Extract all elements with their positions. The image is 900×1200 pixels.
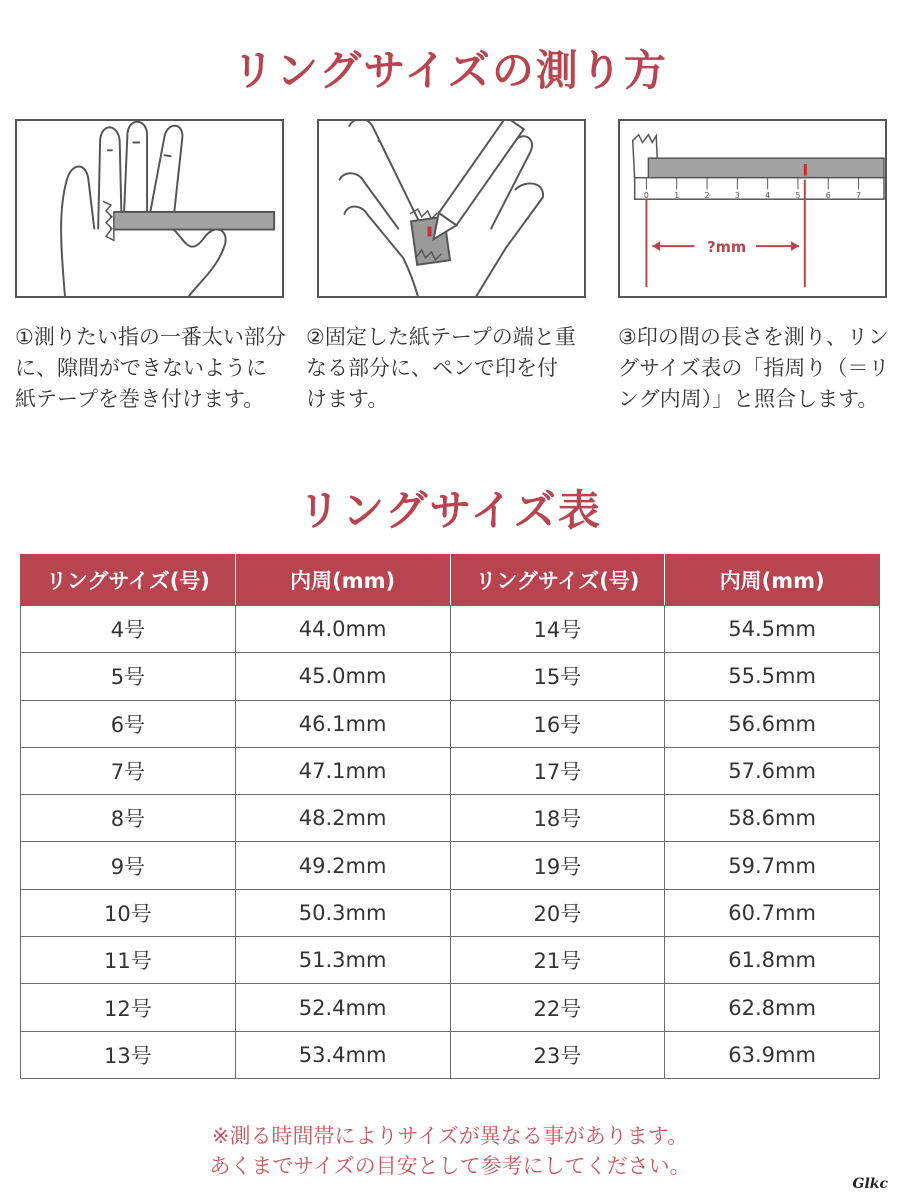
size-cell: 13号 bbox=[21, 1031, 236, 1078]
circumference-cell: 49.2mm bbox=[235, 842, 450, 889]
watermark-logo: Glkc bbox=[852, 1176, 888, 1192]
circumference-cell: 48.2mm bbox=[235, 795, 450, 842]
ruler-number: 7 bbox=[856, 191, 862, 201]
step-1-text: ①測りたい指の一番太い部分に、隙間ができないように紙テープを巻き付けます。 bbox=[15, 325, 286, 411]
size-cell: 18号 bbox=[450, 795, 665, 842]
size-cell: 7号 bbox=[21, 747, 236, 794]
note-line-2: あくまでサイズの目安として参考にしてください。 bbox=[209, 1154, 691, 1178]
size-cell: 14号 bbox=[450, 606, 665, 653]
size-cell: 16号 bbox=[450, 700, 665, 747]
circumference-cell: 51.3mm bbox=[235, 937, 450, 984]
circumference-cell: 44.0mm bbox=[235, 606, 450, 653]
table-row bbox=[21, 889, 880, 936]
illustration-pen-mark bbox=[317, 119, 586, 298]
ruler-number: 6 bbox=[825, 191, 831, 201]
size-cell: 23号 bbox=[450, 1031, 665, 1078]
illustration-ruler-measure bbox=[618, 119, 887, 298]
size-cell: 22号 bbox=[450, 984, 665, 1031]
size-cell: 8号 bbox=[21, 795, 236, 842]
circumference-cell: 57.6mm bbox=[665, 747, 880, 794]
circumference-cell: 54.5mm bbox=[665, 606, 880, 653]
table-row bbox=[21, 984, 880, 1031]
header-size-right: リングサイズ(号) bbox=[450, 555, 665, 606]
table-row bbox=[21, 747, 880, 794]
header-circumference-left: 内周(mm) bbox=[235, 555, 450, 606]
circumference-cell: 46.1mm bbox=[235, 700, 450, 747]
ruler-number: 2 bbox=[704, 191, 710, 201]
note-line-1: ※測る時間帯によりサイズが異なる事があります。 bbox=[211, 1124, 689, 1148]
table-row bbox=[21, 1031, 880, 1078]
size-cell: 11号 bbox=[21, 937, 236, 984]
size-cell: 21号 bbox=[450, 937, 665, 984]
table-row bbox=[21, 937, 880, 984]
size-cell: 10号 bbox=[21, 889, 236, 936]
circumference-cell: 45.0mm bbox=[235, 653, 450, 700]
circumference-cell: 58.6mm bbox=[665, 795, 880, 842]
size-cell: 9号 bbox=[21, 842, 236, 889]
circumference-cell: 61.8mm bbox=[665, 937, 880, 984]
table-title: リングサイズ表 bbox=[298, 486, 602, 535]
pen-marking-image bbox=[319, 121, 584, 296]
circumference-cell: 63.9mm bbox=[665, 1031, 880, 1078]
circumference-cell: 56.6mm bbox=[665, 700, 880, 747]
circumference-cell: 55.5mm bbox=[665, 653, 880, 700]
circumference-cell: 52.4mm bbox=[235, 984, 450, 1031]
header-circumference-right: 内周(mm) bbox=[665, 555, 880, 606]
table-row bbox=[21, 700, 880, 747]
ring-size-table bbox=[20, 554, 880, 1079]
size-cell: 20号 bbox=[450, 889, 665, 936]
circumference-cell: 62.8mm bbox=[665, 984, 880, 1031]
table-header-row bbox=[21, 555, 880, 606]
hand-wrap-tape-image bbox=[17, 121, 282, 296]
size-cell: 5号 bbox=[21, 653, 236, 700]
header-size-left: リングサイズ(号) bbox=[21, 555, 236, 606]
size-cell: 4号 bbox=[21, 606, 236, 653]
circumference-cell: 59.7mm bbox=[665, 842, 880, 889]
table-row bbox=[21, 795, 880, 842]
page-title: リングサイズの測り方 bbox=[232, 46, 668, 95]
ruler-number: 0 bbox=[643, 191, 649, 201]
table-row bbox=[21, 842, 880, 889]
table-row bbox=[21, 653, 880, 700]
circumference-cell: 47.1mm bbox=[235, 747, 450, 794]
ruler-measure-image bbox=[620, 121, 885, 296]
ruler-number: 4 bbox=[765, 191, 771, 201]
size-cell: 15号 bbox=[450, 653, 665, 700]
ruler-number: 1 bbox=[674, 191, 680, 201]
step-3-text: ③印の間の長さを測り、リングサイズ表の「指周り（＝リング内周）」と照合します。 bbox=[618, 325, 890, 411]
size-cell: 6号 bbox=[21, 700, 236, 747]
ruler-number: 5 bbox=[795, 191, 801, 201]
step-2-text: ②固定した紙テープの端と重なる部分に、ペンで印を付けます。 bbox=[306, 325, 576, 411]
ruler-number: 3 bbox=[734, 191, 740, 201]
size-cell: 19号 bbox=[450, 842, 665, 889]
circumference-cell: 50.3mm bbox=[235, 889, 450, 936]
circumference-cell: 53.4mm bbox=[235, 1031, 450, 1078]
size-cell: 12号 bbox=[21, 984, 236, 1031]
illustration-hand-tape bbox=[15, 119, 284, 298]
size-cell: 17号 bbox=[450, 747, 665, 794]
measure-label: ?mm bbox=[707, 239, 747, 257]
circumference-cell: 60.7mm bbox=[665, 889, 880, 936]
table-row bbox=[21, 606, 880, 653]
